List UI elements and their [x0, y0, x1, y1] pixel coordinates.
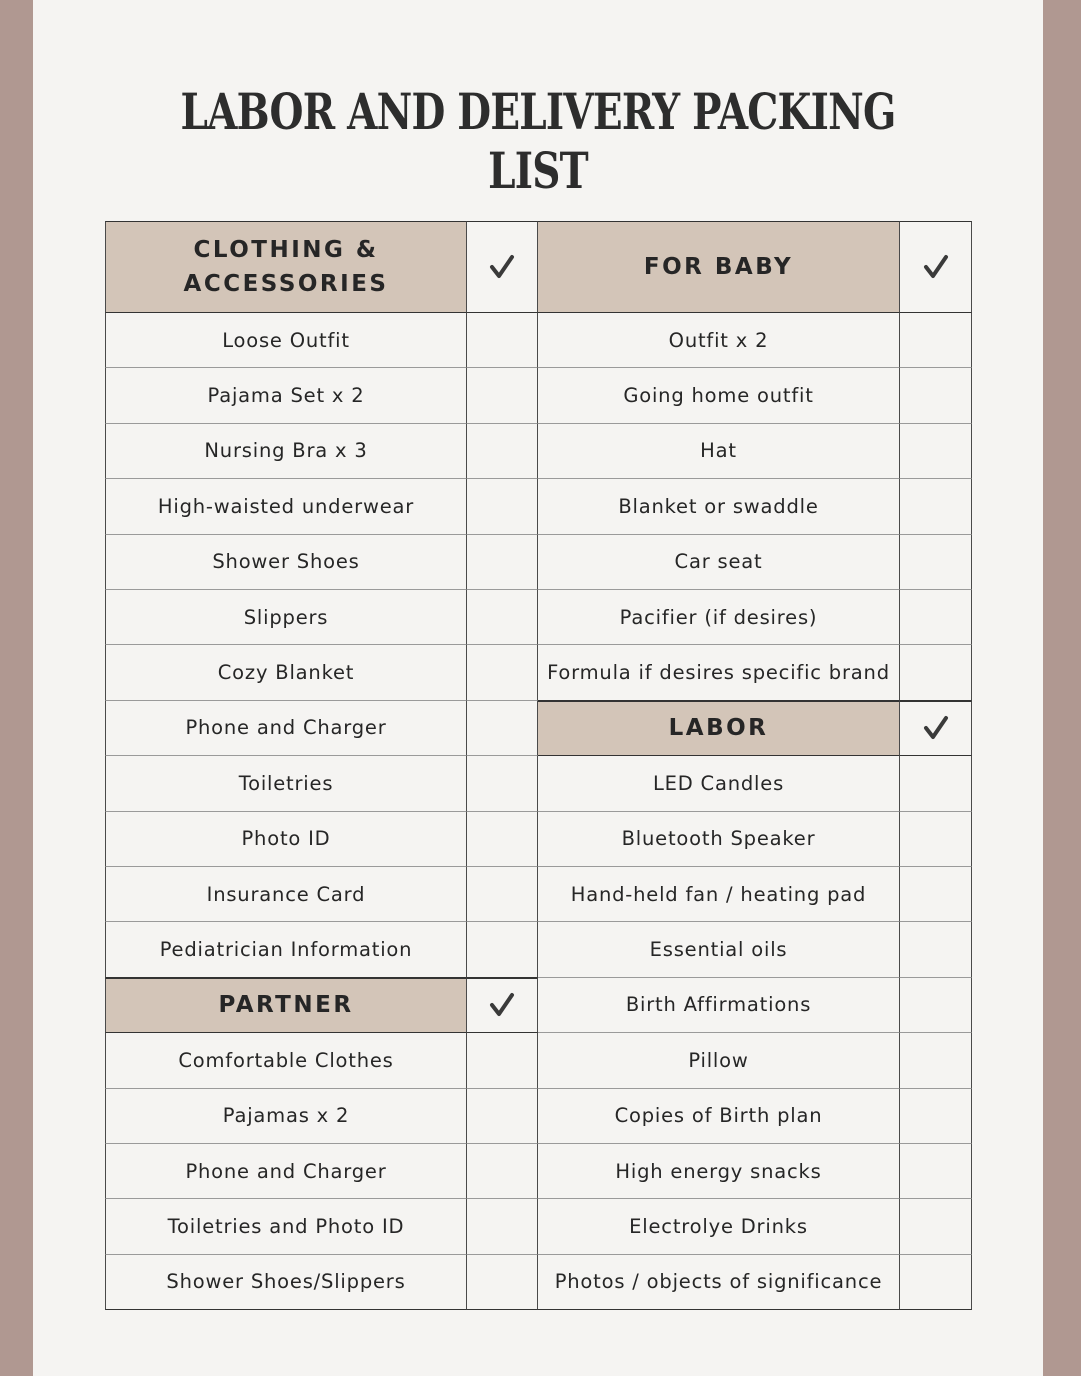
list-item-label: LED Candles [652, 771, 785, 795]
list-item-label: Hand-held fan / heating pad [570, 882, 867, 906]
list-item [105, 590, 467, 645]
item-checkbox[interactable] [900, 978, 972, 1033]
checkmark-icon [921, 252, 951, 282]
list-item [538, 479, 900, 534]
section-check-cell [900, 221, 972, 313]
list-item-label: Photos / objects of significance [554, 1270, 883, 1294]
section-header-label: CLOTHING & ACCESSORIES [183, 237, 389, 297]
list-item-label: Formula if desires specific brand [547, 661, 890, 685]
item-checkbox[interactable] [900, 424, 972, 479]
list-item-label: Loose Outfit [222, 328, 350, 352]
section-check-cell [900, 701, 972, 756]
list-item [538, 535, 900, 590]
section-header [538, 701, 900, 756]
list-item-label: Going home outfit [623, 384, 814, 408]
item-checkbox[interactable] [467, 535, 538, 590]
list-item [105, 1255, 467, 1310]
list-item-label: Electrolye Drinks [629, 1215, 808, 1239]
checkmark-icon [487, 990, 517, 1020]
item-checkbox[interactable] [467, 1199, 538, 1254]
list-item [105, 424, 467, 479]
page [33, 0, 1043, 1376]
list-item-label: Pajama Set x 2 [207, 384, 365, 408]
section-header [105, 221, 467, 313]
list-item-label: Phone and Charger [185, 716, 387, 740]
list-item-label: Pacifier (if desires) [619, 605, 818, 629]
list-item-label: Phone and Charger [185, 1159, 387, 1183]
item-checkbox[interactable] [900, 1089, 972, 1144]
list-item [538, 812, 900, 867]
item-checkbox[interactable] [467, 812, 538, 867]
list-item-label: Copies of Birth plan [614, 1104, 823, 1128]
item-checkbox[interactable] [900, 479, 972, 534]
list-item [105, 368, 467, 423]
item-checkbox[interactable] [900, 1144, 972, 1199]
item-checkbox[interactable] [900, 368, 972, 423]
item-checkbox[interactable] [900, 590, 972, 645]
item-checkbox[interactable] [467, 590, 538, 645]
list-item-label: Pillow [688, 1048, 749, 1072]
item-checkbox[interactable] [467, 1033, 538, 1088]
list-item [538, 1089, 900, 1144]
list-item-label: Toiletries and Photo ID [167, 1215, 405, 1239]
list-item [538, 1199, 900, 1254]
section-header [538, 221, 900, 313]
list-item [105, 535, 467, 590]
list-item-label: Toiletries [238, 771, 334, 795]
item-checkbox[interactable] [467, 867, 538, 922]
item-checkbox[interactable] [467, 1255, 538, 1310]
list-item [538, 645, 900, 700]
list-item-label: Cozy Blanket [217, 661, 355, 685]
list-item [538, 368, 900, 423]
list-item-label: Pediatrician Information [159, 938, 413, 962]
list-item [538, 978, 900, 1033]
list-item-label: Nursing Bra x 3 [204, 439, 368, 463]
list-item [105, 922, 467, 977]
list-item-label: Slippers [243, 605, 329, 629]
page-title: LABOR AND DELIVERY PACKING LIST [180, 82, 896, 200]
list-item-label: Comfortable Clothes [178, 1048, 394, 1072]
section-header-label: LABOR [668, 715, 769, 742]
section-header [105, 978, 467, 1033]
list-item [538, 1033, 900, 1088]
list-item [105, 756, 467, 811]
list-item [538, 922, 900, 977]
list-item [538, 590, 900, 645]
list-item [538, 1255, 900, 1310]
item-checkbox[interactable] [900, 756, 972, 811]
list-item-label: Outfit x 2 [668, 328, 769, 352]
item-checkbox[interactable] [900, 922, 972, 977]
list-item-label: Car seat [674, 550, 763, 574]
packing-list-table [105, 221, 972, 1313]
list-item-label: Hat [700, 439, 737, 463]
list-item-label: Essential oils [649, 938, 788, 962]
section-header-label: FOR BABY [643, 254, 794, 280]
list-item [105, 645, 467, 700]
item-checkbox[interactable] [467, 1144, 538, 1199]
list-item-label: Shower Shoes [212, 550, 360, 574]
item-checkbox[interactable] [900, 867, 972, 922]
item-checkbox[interactable] [900, 535, 972, 590]
item-checkbox[interactable] [900, 1199, 972, 1254]
item-checkbox[interactable] [900, 645, 972, 700]
list-item [105, 479, 467, 534]
item-checkbox[interactable] [467, 701, 538, 756]
list-item [538, 313, 900, 368]
item-checkbox[interactable] [900, 1255, 972, 1310]
list-item-label: Pajamas x 2 [222, 1104, 350, 1128]
list-item [538, 1144, 900, 1199]
item-checkbox[interactable] [900, 313, 972, 368]
list-item-label: Bluetooth Speaker [621, 827, 816, 851]
item-checkbox[interactable] [467, 368, 538, 423]
list-item-label: Photo ID [241, 827, 331, 851]
list-item [105, 1144, 467, 1199]
list-item [538, 756, 900, 811]
list-item-label: High-waisted underwear [157, 494, 415, 518]
checkmark-icon [921, 713, 951, 743]
item-checkbox[interactable] [467, 313, 538, 368]
section-check-cell [467, 221, 538, 313]
list-item [105, 867, 467, 922]
item-checkbox[interactable] [467, 645, 538, 700]
list-item [105, 1033, 467, 1088]
checkmark-icon [487, 252, 517, 282]
item-checkbox[interactable] [467, 922, 538, 977]
item-checkbox[interactable] [900, 812, 972, 867]
item-checkbox[interactable] [467, 479, 538, 534]
section-check-cell [467, 978, 538, 1033]
item-checkbox[interactable] [467, 1089, 538, 1144]
list-item [105, 812, 467, 867]
list-item [105, 701, 467, 756]
list-item-label: Insurance Card [206, 882, 366, 906]
list-item [538, 867, 900, 922]
list-item [105, 313, 467, 368]
item-checkbox[interactable] [900, 1033, 972, 1088]
list-item-label: Shower Shoes/Slippers [166, 1270, 406, 1294]
item-checkbox[interactable] [467, 756, 538, 811]
list-item [105, 1089, 467, 1144]
list-item [105, 1199, 467, 1254]
list-item [538, 424, 900, 479]
section-header-label: PARTNER [218, 992, 354, 1019]
list-item-label: Birth Affirmations [625, 993, 812, 1017]
list-item-label: High energy snacks [615, 1159, 822, 1183]
item-checkbox[interactable] [467, 424, 538, 479]
list-item-label: Blanket or swaddle [618, 494, 819, 518]
